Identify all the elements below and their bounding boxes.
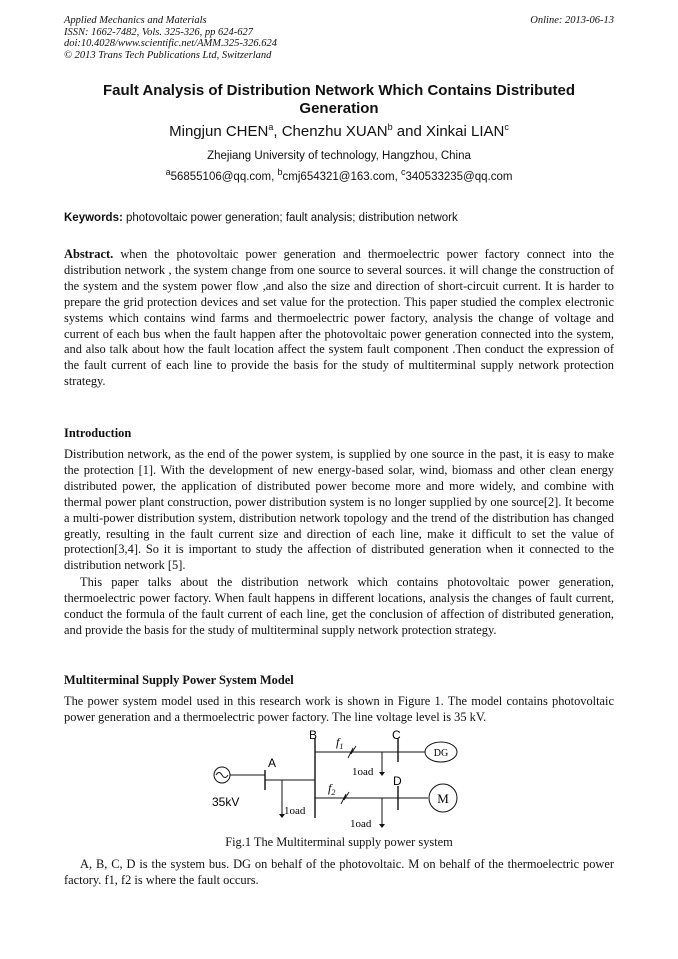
power-system-diagram bbox=[200, 728, 480, 833]
author-line bbox=[64, 123, 614, 140]
fault-f2-label: $f_2$ bbox=[328, 781, 336, 797]
email-marker: b bbox=[277, 167, 283, 178]
section-heading: Multiterminal Supply Power System Model bbox=[64, 673, 294, 687]
abstract bbox=[64, 247, 614, 390]
email-marker: a bbox=[165, 167, 171, 178]
copyright: © 2013 Trans Tech Publications Ltd, Switzerland bbox=[64, 49, 272, 61]
keywords bbox=[64, 212, 614, 224]
keywords-label: Keywords: bbox=[64, 212, 123, 224]
journal-header bbox=[64, 15, 277, 61]
email-address: cmj654321@163.com bbox=[282, 171, 395, 183]
online-date: Online: 2013-06-13 bbox=[530, 15, 614, 26]
m-label: M bbox=[437, 791, 449, 806]
journal-name: Applied Mechanics and Materials bbox=[64, 15, 207, 26]
abstract-label: Abstract. bbox=[64, 247, 114, 261]
email-address: 56855106@qq.com bbox=[170, 171, 272, 183]
paper-title: Fault Analysis of Distribution Network Which Contains Distributed Generation bbox=[103, 82, 575, 117]
model-paragraph-1: The power system model used in this research work is shown in Figure 1. The model contains photovoltaic power generation and a thermoelectric power factory. The line voltage level is 35 kV. bbox=[64, 694, 614, 724]
fault-f1-label: $f_1$ bbox=[336, 735, 344, 751]
author-name: Mingjun CHEN bbox=[169, 123, 269, 140]
email-address: 340533235@qq.com bbox=[405, 171, 513, 183]
author-separator: , bbox=[273, 123, 282, 140]
load-c-label: 1oad bbox=[352, 766, 374, 778]
bus-a-label: A bbox=[268, 756, 277, 770]
email-line: $^a$56855106@qq.com, $^b$cmj654321@163.com, $^c$340533235@qq.com bbox=[165, 167, 513, 183]
author-marker: a bbox=[268, 122, 274, 132]
keywords-text: photovoltaic power generation; fault analysis; distribution network bbox=[122, 212, 458, 224]
load-arrow-icon bbox=[379, 772, 385, 776]
doi: doi:10.4028/www.scientific.net/AMM.325-326.624 bbox=[64, 38, 277, 49]
email-marker: c bbox=[400, 167, 406, 178]
author-name: Xinkai LIAN bbox=[425, 123, 505, 140]
load-a-label: 1oad bbox=[284, 805, 306, 817]
author-marker: b bbox=[387, 122, 393, 132]
load-arrow-icon bbox=[379, 824, 385, 828]
section-heading: Introduction bbox=[64, 426, 132, 440]
affiliation: Zhejiang University of technology, Hangzhou, China bbox=[207, 150, 471, 162]
source-voltage-label: 35kV bbox=[212, 795, 240, 809]
abstract-text: when the photovoltaic power generation and thermoelectric power factory connect into the distribution network , the system change from one source to several sources. it will change the construction of the system and the system power flow ,and also the size and direction of short-circuit current. It is harder to prepare the grid protection devices and set value for the protection. This paper studied the complex electronic systems which contains wind farms and thermoelectric power factory, analysis the change of voltage and current of each bus when the fault happen after the photovoltaic power generation connected into the system, and also talk about how the fault location affect the system fault component .Then conduct the expression of the fault current of each line to provide the basis for the study of multiterminal supply network protection strategy. bbox=[64, 247, 614, 389]
intro-paragraph-2: This paper talks about the distribution network which contains photovoltaic power generation, thermoelectric power factory. When fault happens in different locations, analysis the changes of fault current, conduct the formula of the fault current of each line, get the conclusion of affection of distributed generation, and provide the basis for the study of multiterminal supply network protection strategy. bbox=[64, 575, 614, 637]
author-conjunction: and bbox=[392, 123, 426, 140]
model-paragraph-2: A, B, C, D is the system bus. DG on behalf of the photovoltaic. M on behalf of the thermoelectric power factory. f1, f2 is where the fault occurs. bbox=[64, 857, 614, 887]
load-d-label: 1oad bbox=[350, 818, 372, 830]
bus-b-label: B bbox=[309, 728, 318, 742]
sine-wave-icon bbox=[216, 773, 228, 778]
figure-caption: Fig.1 The Multiterminal supply power system bbox=[225, 835, 453, 849]
issn: ISSN: 1662-7482, Vols. 325-326, pp 624-627 bbox=[64, 26, 253, 38]
bus-c-label: C bbox=[392, 728, 401, 742]
author-name: Chenzhu XUAN bbox=[281, 123, 388, 140]
bus-d-label: D bbox=[393, 774, 402, 788]
author-marker: c bbox=[504, 122, 509, 132]
dg-label: DG bbox=[433, 748, 449, 759]
intro-paragraph-1: Distribution network, as the end of the power system, is supplied by one source in the past, it is easy to make the protection [1]. With the development of new energy-based solar, wind, biomass and other clean energy distributed power, the application of distributed power become more and more widely, and combine with thermal power plant construction, power distribution system is no longer supplied by one source[2]. It become a multi-power distribution system, distribution network topology and the trend of the distribution has changed greatly, resulting in the fault current size and direction of each line, make it difficult to set the value of protection[3,4]. So it is important to study the affection of distributed generation when it connected to the distribution network [5]. bbox=[64, 447, 614, 573]
